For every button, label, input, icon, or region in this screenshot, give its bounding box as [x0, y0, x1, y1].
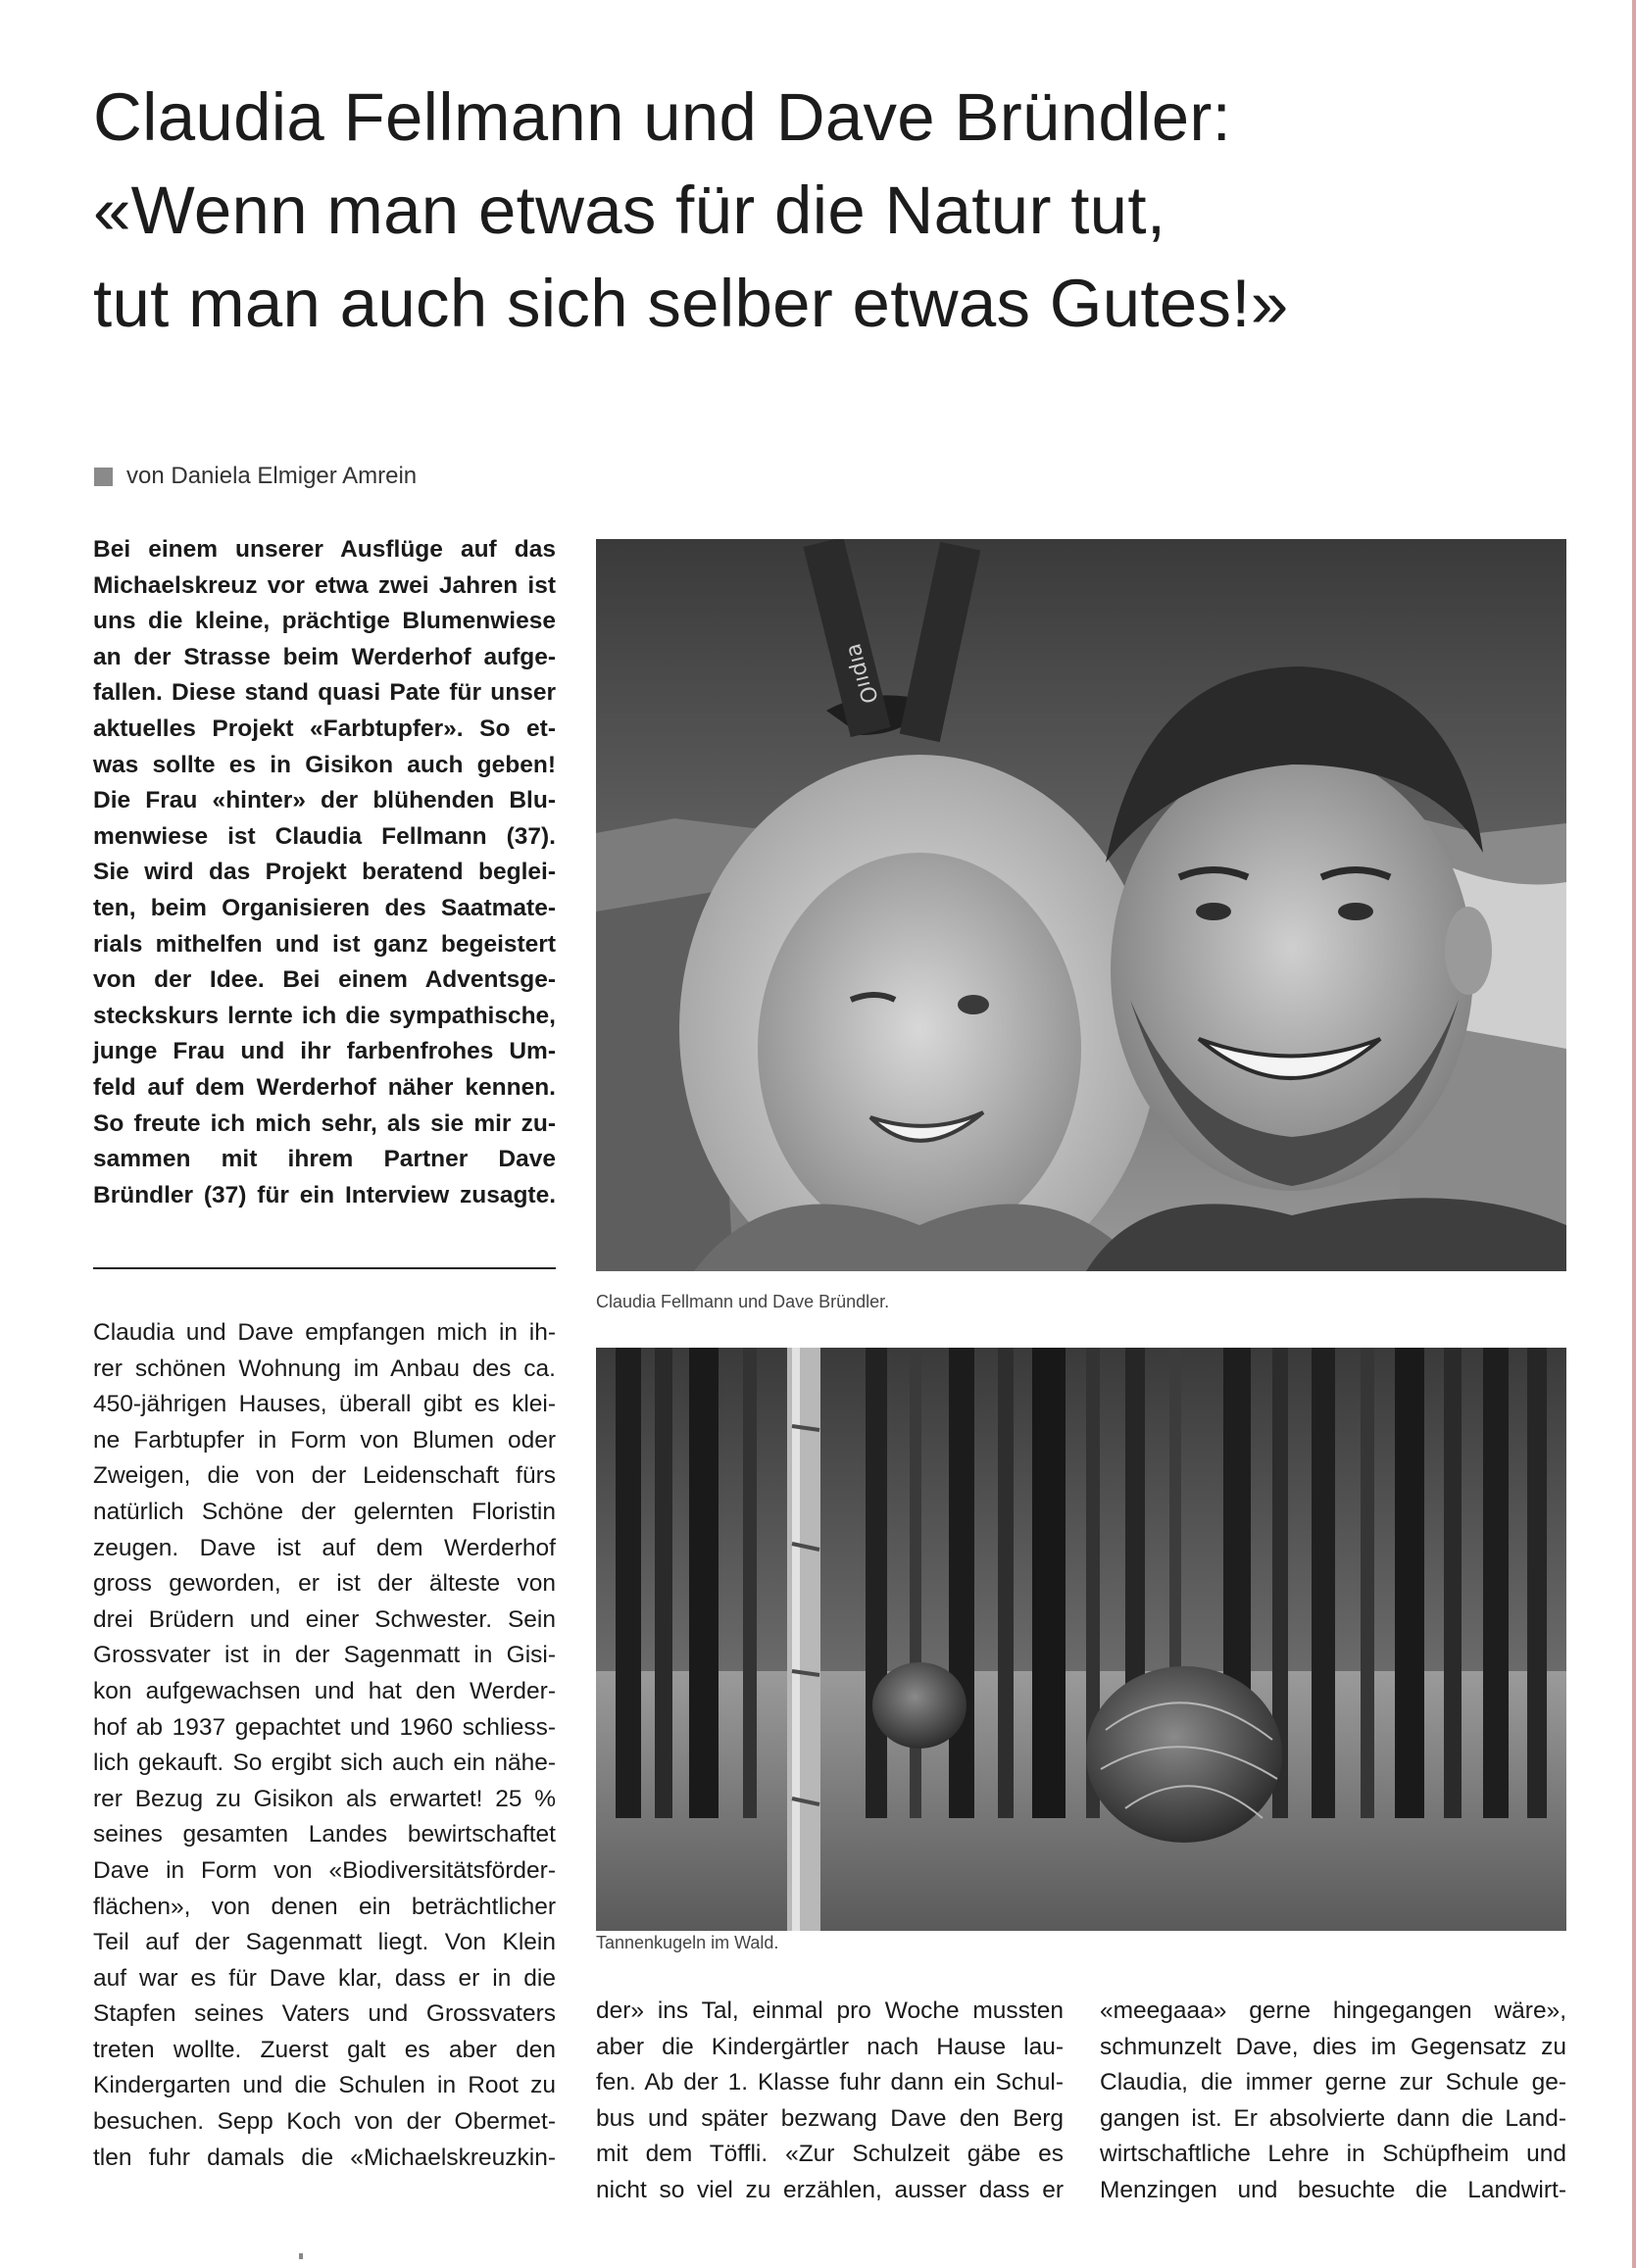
text-line: menwiese ist Claudia Fellmann (37). — [93, 822, 556, 850]
text-line: rer schönen Wohnung im Anbau des ca. — [93, 1355, 556, 1382]
tree-trunk — [1527, 1348, 1547, 1818]
text-line: Michaelskreuz vor etwa zwei Jahren ist — [93, 571, 556, 599]
text-line: sammen mit ihrem Partner Dave — [93, 1146, 556, 1173]
tree-trunk — [1395, 1348, 1424, 1818]
tree-trunk — [655, 1348, 672, 1818]
text-line: 450-jährigen Hauses, überall gibt es klei- — [93, 1391, 556, 1418]
photo-portrait-image — [596, 539, 1566, 1271]
text-line: aktuelles Projekt «Farbtupfer». So et- — [93, 715, 556, 742]
text-line: mit dem Töffli. «Zur Schulzeit gäbe es — [596, 2141, 1064, 2168]
text-line: feld auf dem Werderhof näher kennen. — [93, 1073, 556, 1101]
text-line: auf war es für Dave klar, dass er in die — [93, 1964, 556, 1992]
text-line: Claudia, die immer gerne zur Schule ge- — [1100, 2069, 1566, 2096]
text-line: zeugen. Dave ist auf dem Werderhof — [93, 1534, 556, 1561]
text-line: rials mithelfen und ist ganz begeistert — [93, 930, 556, 958]
headline-line: tut man auch sich selber etwas Gutes!» — [93, 266, 1289, 341]
body-column-2 — [596, 1994, 1064, 2209]
tree-trunk — [1312, 1348, 1335, 1818]
text-line: natürlich Schöne der gelernten Floristin — [93, 1498, 556, 1525]
svg-text:ɐıpııO: ɐıpııO — [842, 640, 881, 707]
text-line: von der Idee. Bei einem Adventsge- — [93, 966, 556, 994]
page-edge — [1632, 0, 1636, 2268]
tree-trunk — [866, 1348, 887, 1818]
byline-text: von Daniela Elmiger Amrein — [126, 463, 418, 489]
body-paragraph — [596, 1994, 1064, 2209]
text-line: So freute ich mich sehr, als sie mir zu- — [93, 1109, 556, 1137]
text-line: besuchen. Sepp Koch von der Obermet- — [93, 2108, 556, 2136]
body-paragraph — [93, 1315, 556, 2176]
photo-forest-image — [596, 1348, 1566, 1931]
text-line: Claudia und Dave empfangen mich in ih- — [93, 1319, 556, 1346]
text-line: kon aufgewachsen und hat den Werder- — [93, 1677, 556, 1704]
text-line: Stapfen seines Vaters und Grossvaters — [93, 2000, 556, 2028]
text-line: seines gesamten Landes bewirtschaftet — [93, 1821, 556, 1849]
text-line: Menzingen und besuchte die Landwirt- — [1100, 2176, 1566, 2203]
text-line: treten wollte. Zuerst galt es aber den — [93, 2036, 556, 2063]
divider — [93, 1267, 556, 1269]
body-column-1 — [93, 1315, 556, 2176]
body-column-3 — [1100, 1994, 1566, 2209]
tree-trunk — [743, 1348, 757, 1818]
byline-square-icon — [94, 468, 113, 486]
tree-trunk — [689, 1348, 719, 1818]
tree-trunk — [949, 1348, 974, 1818]
tree-trunk — [1032, 1348, 1066, 1818]
text-line: Dave in Form von «Biodiversitätsförder- — [93, 1856, 556, 1884]
text-line: Zweigen, die von der Leidenschaft fürs — [93, 1462, 556, 1490]
tree-trunk — [616, 1348, 641, 1818]
headline — [93, 71, 1563, 350]
text-line: aber die Kindergärtler nach Hause lau- — [596, 2033, 1064, 2060]
text-line: wirtschaftliche Lehre in Schüpfheim und — [1100, 2141, 1566, 2168]
headline-line: Claudia Fellmann und Dave Bründler: — [93, 79, 1232, 155]
text-line: «meegaaa» gerne hingegangen wäre», — [1100, 1997, 1566, 2024]
text-line: Grossvater ist in der Sagenmatt in Gisi- — [93, 1642, 556, 1669]
tree-trunk — [998, 1348, 1014, 1818]
text-line: Die Frau «hinter» der blühenden Blu- — [93, 787, 556, 814]
text-line: junge Frau und ihr farbenfrohes Um- — [93, 1038, 556, 1065]
intro-column — [93, 532, 556, 1213]
intro-paragraph — [93, 532, 556, 1213]
text-line: schmunzelt Dave, dies im Gegensatz zu — [1100, 2033, 1566, 2060]
text-line: ne Farbtupfer in Form von Blumen oder — [93, 1426, 556, 1454]
text-line: an der Strasse beim Werderhof aufge- — [93, 643, 556, 670]
text-line: hof ab 1937 gepachtet und 1960 schliess- — [93, 1713, 556, 1741]
text-line: rer Bezug zu Gisikon als erwartet! 25 % — [93, 1785, 556, 1812]
tree-trunk — [1483, 1348, 1509, 1818]
caption-forest: Tannenkugeln im Wald. — [596, 1933, 779, 1952]
text-line: was sollte es in Gisikon auch geben! — [93, 751, 556, 778]
text-line: tlen fuhr damals die «Michaelskreuzkin- — [93, 2144, 556, 2171]
text-line: ten, beim Organisieren des Saatmate- — [93, 894, 556, 921]
text-line: gangen ist. Er absolvierte dann die Land- — [1100, 2104, 1566, 2132]
text-line: der» ins Tal, einmal pro Woche mussten — [596, 1997, 1064, 2024]
headline-line: «Wenn man etwas für die Natur tut, — [93, 173, 1166, 248]
caption-portrait: Claudia Fellmann und Dave Bründler. — [596, 1292, 890, 1311]
photo-portrait — [596, 539, 1566, 1271]
text-line: fen. Ab der 1. Klasse fuhr dann ein Schul- — [596, 2069, 1064, 2096]
text-line: Sie wird das Projekt beratend beglei- — [93, 859, 556, 886]
photo-forest — [596, 1348, 1566, 1931]
text-line: uns die kleine, prächtige Blumenwiese — [93, 608, 556, 635]
print-mark — [299, 2253, 303, 2259]
tree-trunk — [1361, 1348, 1374, 1818]
text-line: drei Brüdern und einer Schwester. Sein — [93, 1605, 556, 1633]
text-line: Bei einem unserer Ausflüge auf das — [93, 536, 556, 563]
text-line: steckskurs lernte ich die sympathische, — [93, 1002, 556, 1029]
text-line: lich gekauft. So ergibt sich auch ein nähe- — [93, 1750, 556, 1777]
text-line: flächen», von denen ein beträchtlicher — [93, 1893, 556, 1920]
text-line: gross geworden, er ist der älteste von — [93, 1570, 556, 1598]
text-line: Kindergarten und die Schulen in Root zu — [93, 2072, 556, 2099]
text-line: bus und später bezwang Dave den Berg — [596, 2104, 1064, 2132]
text-line: Teil auf der Sagenmatt liegt. Von Klein — [93, 1929, 556, 1956]
body-paragraph — [1100, 1994, 1566, 2209]
text-line: nicht so viel zu erzählen, ausser dass er — [596, 2176, 1064, 2203]
text-line: Bründler (37) für ein Interview zusagte. — [93, 1181, 556, 1208]
text-line: fallen. Diese stand quasi Pate für unser — [93, 679, 556, 707]
byline — [94, 461, 417, 492]
tree-trunk — [1444, 1348, 1462, 1818]
